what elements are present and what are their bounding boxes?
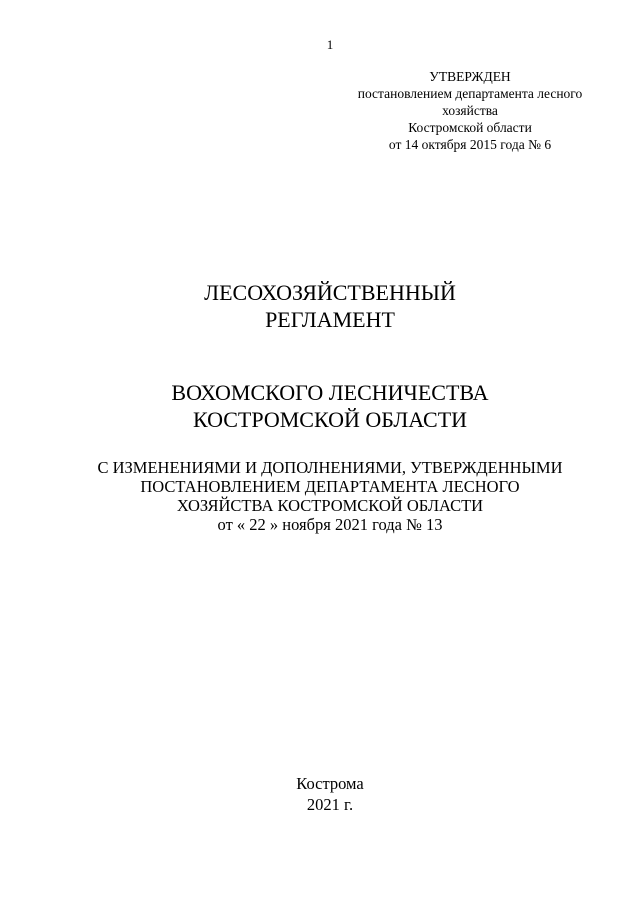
approval-line-region: Костромской области <box>408 120 532 135</box>
amendments-line-4: от « 22 » ноября 2021 года № 13 <box>217 515 443 534</box>
amendments-line-2: ПОСТАНОВЛЕНИЕМ ДЕПАРТАМЕНТА ЛЕСНОГО <box>140 477 520 496</box>
approval-line-approved: УТВЕРЖДЕН <box>429 69 511 84</box>
document-title <box>0 279 640 333</box>
approval-stamp <box>330 68 610 153</box>
document-subtitle <box>0 379 640 433</box>
document-title-line-1: ЛЕСОХОЗЯЙСТВЕННЫЙ <box>204 280 456 305</box>
page-number: 1 <box>326 37 334 52</box>
approval-line-date: от 14 октября 2015 года № 6 <box>388 137 552 152</box>
footer-city: Кострома <box>296 774 364 793</box>
approval-line-resolution: постановлением департамента лесного <box>357 86 583 101</box>
amendments-line-1: С ИЗМЕНЕНИЯМИ И ДОПОЛНЕНИЯМИ, УТВЕРЖДЕННЫМИ <box>97 458 563 477</box>
footer-year: 2021 г. <box>306 795 354 814</box>
approval-line-forestry: хозяйства <box>442 103 498 118</box>
document-title-line-2: РЕГЛАМЕНТ <box>265 307 395 332</box>
document-subtitle-line-1: ВОХОМСКОГО ЛЕСНИЧЕСТВА <box>171 380 489 405</box>
amendments-note <box>0 458 640 534</box>
place-and-year <box>0 773 640 815</box>
amendments-line-3: ХОЗЯЙСТВА КОСТРОМСКОЙ ОБЛАСТИ <box>176 496 484 515</box>
document-subtitle-line-2: КОСТРОМСКОЙ ОБЛАСТИ <box>192 407 468 432</box>
